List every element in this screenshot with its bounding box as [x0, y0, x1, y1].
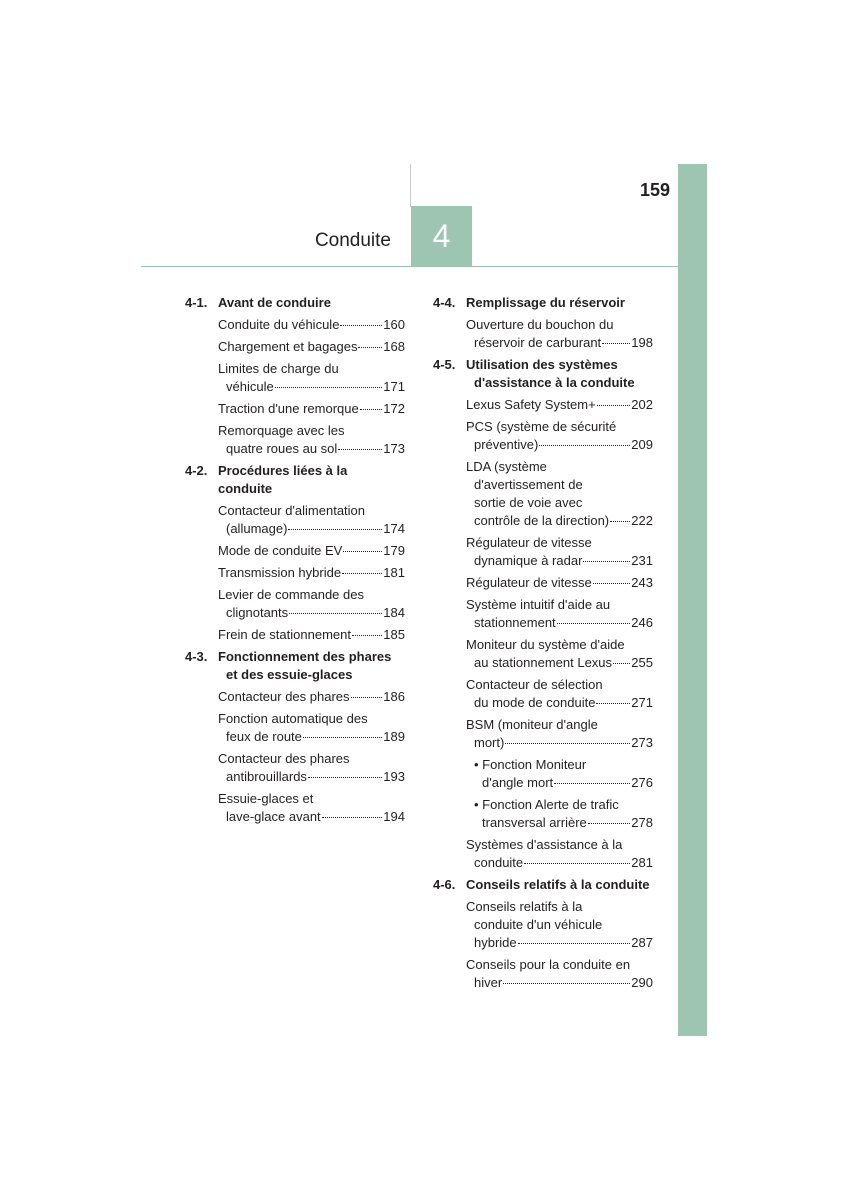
entry-page-number: 243 — [631, 575, 653, 590]
section-heading — [185, 294, 405, 312]
entry-last-line — [218, 626, 405, 644]
entry-last-line — [218, 520, 405, 538]
entry-last-line — [218, 378, 405, 396]
dot-leader — [602, 343, 630, 344]
entry-text: Chargement et bagages — [218, 339, 358, 354]
toc-entry — [466, 418, 653, 454]
dot-leader — [557, 623, 631, 624]
entry-text: véhicule — [226, 379, 274, 394]
entry-page-number: 231 — [631, 553, 653, 568]
toc-section — [185, 294, 405, 458]
entry-text: du mode de conduite — [474, 695, 596, 710]
section-number: 4-3. — [185, 649, 208, 664]
entry-page-number: 278 — [631, 815, 653, 830]
toc-entry — [218, 338, 405, 356]
dot-leader — [610, 521, 630, 522]
toc-entry — [218, 586, 405, 622]
entry-last-line — [466, 734, 653, 752]
entry-text-line: Conseils relatifs à la — [466, 899, 583, 914]
entry-page-number: 290 — [631, 975, 653, 990]
entry-last-line — [218, 338, 405, 356]
header-rule — [141, 266, 678, 267]
toc-section — [185, 648, 405, 826]
toc-entry — [466, 534, 653, 570]
dot-leader — [539, 445, 630, 446]
section-number: 4-1. — [185, 295, 208, 310]
entry-page-number: 222 — [631, 513, 653, 528]
section-title-line: Fonctionnement des phares — [218, 649, 392, 664]
entry-text-line: Régulateur de vitesse — [466, 535, 592, 550]
entry-text-line: Systèmes d'assistance à la — [466, 837, 623, 852]
dot-leader — [613, 663, 630, 664]
toc-entry — [218, 542, 405, 560]
entry-last-line — [466, 436, 653, 454]
dot-leader — [360, 409, 383, 410]
entry-text-line: LDA (système — [466, 459, 547, 474]
entry-text-line: Conseils pour la conduite en — [466, 957, 631, 972]
toc-entry — [474, 756, 653, 792]
entry-text-line: d'avertissement de — [474, 477, 583, 492]
entry-text-line: Contacteur des phares — [218, 751, 350, 766]
entry-page-number: 179 — [383, 543, 405, 558]
entry-last-line — [466, 334, 653, 352]
toc-entry — [218, 316, 405, 334]
dot-leader — [322, 817, 383, 818]
toc-entry — [466, 898, 653, 952]
entry-page-number: 281 — [631, 855, 653, 870]
dot-leader — [596, 703, 630, 704]
entry-page-number: 184 — [383, 605, 405, 620]
entry-text: conduite — [474, 855, 524, 870]
toc-entry — [218, 626, 405, 644]
entry-text: réservoir de carburant — [474, 335, 602, 350]
entry-last-line — [466, 654, 653, 672]
section-title-line: d'assistance à la conduite — [474, 375, 635, 390]
entry-page-number: 271 — [631, 695, 653, 710]
entry-text-line: Fonction automatique des — [218, 711, 368, 726]
dot-leader — [308, 777, 382, 778]
dot-leader — [303, 737, 382, 738]
section-title — [466, 294, 653, 312]
toc-entry — [466, 676, 653, 712]
entry-text: feux de route — [226, 729, 302, 744]
entry-last-line — [466, 512, 653, 530]
entry-page-number: 181 — [383, 565, 405, 580]
entry-last-line — [218, 400, 405, 418]
toc-entry — [466, 574, 653, 592]
entry-page-number: 189 — [383, 729, 405, 744]
entry-last-line — [218, 728, 405, 746]
entry-page-number: 173 — [383, 441, 405, 456]
header-divider-vertical — [410, 164, 411, 207]
entry-last-line — [466, 854, 653, 872]
toc-right-column — [433, 294, 653, 996]
chapter-title: Conduite — [314, 230, 391, 251]
entry-text-line: Essuie-glaces et — [218, 791, 314, 806]
entry-last-line — [474, 814, 653, 832]
toc-entry — [218, 710, 405, 746]
entry-last-line — [466, 614, 653, 632]
toc-entry — [218, 790, 405, 826]
entry-text-line: conduite d'un véhicule — [474, 917, 603, 932]
section-title-line: Utilisation des systèmes — [466, 357, 618, 372]
toc-entry — [218, 688, 405, 706]
entry-page-number: 287 — [631, 935, 653, 950]
entry-last-line — [218, 604, 405, 622]
chapter-number-badge: 4 — [411, 206, 472, 266]
section-title — [218, 648, 405, 684]
entry-last-line — [218, 768, 405, 786]
toc-section — [433, 876, 653, 992]
page-number: 159 — [639, 180, 670, 200]
entry-text-line: Moniteur du système d'aide — [466, 637, 625, 652]
entry-text: Traction d'une remorque — [218, 401, 359, 416]
section-title — [466, 356, 653, 392]
dot-leader — [343, 551, 382, 552]
entry-last-line — [474, 774, 653, 792]
dot-leader — [554, 783, 630, 784]
dot-leader — [340, 325, 382, 326]
section-number: 4-5. — [433, 357, 456, 372]
entry-page-number: 171 — [383, 379, 405, 394]
toc-entry — [466, 716, 653, 752]
entry-text: d'angle mort — [482, 775, 554, 790]
entry-last-line — [218, 440, 405, 458]
entry-page-number: 160 — [383, 317, 405, 332]
toc-entry — [466, 596, 653, 632]
section-number: 4-6. — [433, 877, 456, 892]
entry-text: antibrouillards — [226, 769, 307, 784]
dot-leader — [597, 405, 631, 406]
toc-entry — [218, 360, 405, 396]
dot-leader — [505, 743, 630, 744]
dot-leader — [588, 823, 631, 824]
entry-page-number: 198 — [631, 335, 653, 350]
entry-text: clignotants — [226, 605, 289, 620]
entry-text: Transmission hybride — [218, 565, 342, 580]
entry-text: Conduite du véhicule — [218, 317, 340, 332]
dot-leader — [289, 613, 382, 614]
entry-text: lave-glace avant — [226, 809, 321, 824]
entry-text-line: Levier de commande des — [218, 587, 364, 602]
entry-text: Régulateur de vitesse — [466, 575, 592, 590]
entry-last-line — [218, 316, 405, 334]
entry-text: stationnement — [474, 615, 556, 630]
entry-last-line — [466, 574, 653, 592]
entry-text-line: PCS (système de sécurité — [466, 419, 617, 434]
section-title — [466, 876, 653, 894]
entry-last-line — [218, 542, 405, 560]
entry-text: Mode de conduite EV — [218, 543, 343, 558]
entry-text-line: • Fonction Moniteur — [474, 757, 587, 772]
dot-leader — [288, 529, 382, 530]
entry-last-line — [466, 694, 653, 712]
toc-entry — [218, 750, 405, 786]
entry-page-number: 273 — [631, 735, 653, 750]
entry-page-number: 168 — [383, 339, 405, 354]
toc-entry — [218, 400, 405, 418]
entry-text: transversal arrière — [482, 815, 587, 830]
section-title — [218, 462, 405, 498]
entry-text: (allumage) — [226, 521, 288, 536]
entry-last-line — [218, 688, 405, 706]
dot-leader — [338, 449, 382, 450]
entry-page-number: 194 — [383, 809, 405, 824]
toc-entry — [466, 316, 653, 352]
toc-section — [433, 356, 653, 872]
entry-page-number: 246 — [631, 615, 653, 630]
dot-leader — [351, 697, 383, 698]
entry-text: contrôle de la direction) — [474, 513, 610, 528]
toc-left-column — [185, 294, 405, 830]
toc-entry — [466, 458, 653, 530]
toc-entry — [466, 956, 653, 992]
section-heading — [433, 356, 653, 392]
entry-text-line: sortie de voie avec — [474, 495, 583, 510]
entry-text: préventive) — [474, 437, 539, 452]
section-title-line: Conseils relatifs à la conduite — [466, 877, 650, 892]
dot-leader — [583, 561, 630, 562]
section-title — [218, 294, 405, 312]
entry-text-line: Ouverture du bouchon du — [466, 317, 614, 332]
toc-section — [433, 294, 653, 352]
toc-entry — [218, 564, 405, 582]
section-number: 4-4. — [433, 295, 456, 310]
section-heading — [433, 876, 653, 894]
dot-leader — [358, 347, 382, 348]
toc-entry — [218, 502, 405, 538]
entry-text-line: Contacteur d'alimentation — [218, 503, 366, 518]
entry-page-number: 186 — [383, 689, 405, 704]
entry-last-line — [466, 552, 653, 570]
dot-leader — [275, 387, 383, 388]
entry-text-line: BSM (moniteur d'angle — [466, 717, 598, 732]
section-heading — [185, 648, 405, 684]
entry-page-number: 255 — [631, 655, 653, 670]
entry-text-line: Système intuitif d'aide au — [466, 597, 611, 612]
entry-last-line — [466, 974, 653, 992]
toc-entry — [466, 396, 653, 414]
entry-text: hiver — [474, 975, 503, 990]
section-title-line: et des essuie-glaces — [226, 667, 353, 682]
entry-page-number: 209 — [631, 437, 653, 452]
entry-text: Contacteur des phares — [218, 689, 350, 704]
toc-entry — [218, 422, 405, 458]
entry-text: quatre roues au sol — [226, 441, 338, 456]
toc-section — [185, 462, 405, 644]
entry-page-number: 276 — [631, 775, 653, 790]
section-number: 4-2. — [185, 463, 208, 478]
dot-leader — [524, 863, 630, 864]
entry-page-number: 174 — [383, 521, 405, 536]
entry-text: dynamique à radar — [474, 553, 583, 568]
entry-page-number: 193 — [383, 769, 405, 784]
entry-last-line — [218, 564, 405, 582]
dot-leader — [352, 635, 382, 636]
entry-text: au stationnement Lexus — [474, 655, 613, 670]
dot-leader — [342, 573, 382, 574]
section-heading — [185, 462, 405, 498]
entry-page-number: 172 — [383, 401, 405, 416]
toc-entry — [466, 636, 653, 672]
toc-entry — [474, 796, 653, 832]
entry-last-line — [466, 396, 653, 414]
entry-text: Lexus Safety System+ — [466, 397, 596, 412]
entry-text: Frein de stationnement — [218, 627, 351, 642]
entry-text-line: Remorquage avec les — [218, 423, 345, 438]
section-title-line: Avant de conduire — [218, 295, 331, 310]
toc-entry — [466, 836, 653, 872]
dot-leader — [518, 943, 631, 944]
entry-text-line: Contacteur de sélection — [466, 677, 603, 692]
section-title-line: Remplissage du réservoir — [466, 295, 625, 310]
entry-text-line: Limites de charge du — [218, 361, 339, 376]
section-title-line: Procédures liées à la conduite — [218, 463, 348, 496]
entry-last-line — [218, 808, 405, 826]
entry-text: mort) — [474, 735, 505, 750]
entry-page-number: 202 — [631, 397, 653, 412]
section-heading — [433, 294, 653, 312]
chapter-side-tab — [678, 164, 707, 1036]
dot-leader — [593, 583, 631, 584]
entry-page-number: 185 — [383, 627, 405, 642]
entry-last-line — [466, 934, 653, 952]
dot-leader — [503, 983, 630, 984]
entry-text-line: • Fonction Alerte de trafic — [474, 797, 619, 812]
entry-text: hybride — [474, 935, 517, 950]
